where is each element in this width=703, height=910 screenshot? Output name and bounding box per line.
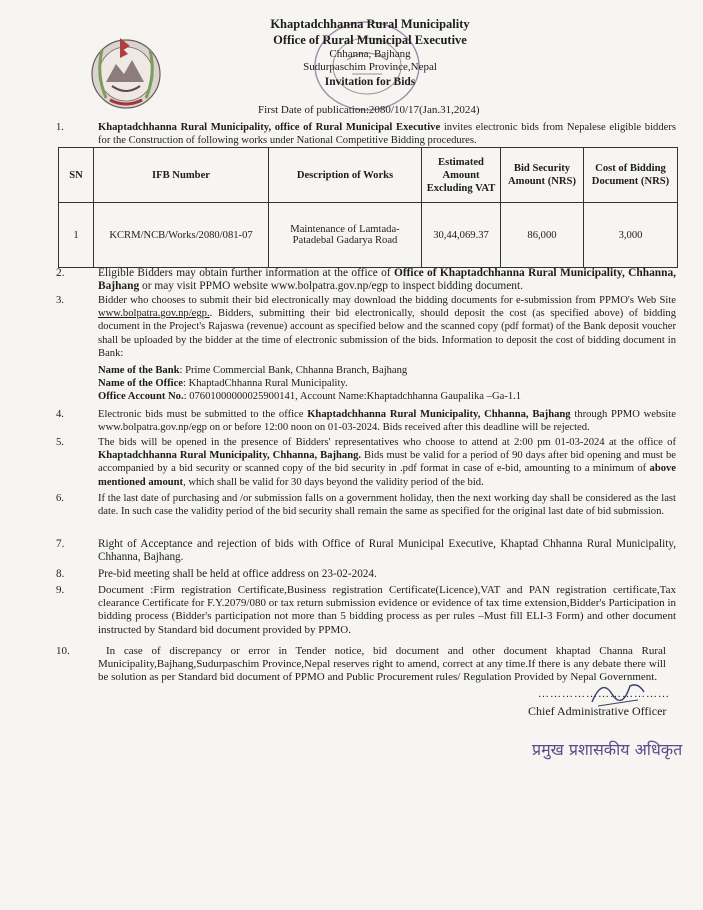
municipality-name: Khaptadchhanna Rural Municipality [270, 17, 470, 31]
paragraph-3: 3. Bidder who chooses to submit their bid electronically may download the bidding documents for e-submission from PPMO's Web Site www.bolpatra.gov.np/egp.. Bidders, submitting their bid electronically, should deposit the cost (as specified above) of bidding document in the Project's Rajaswa (revenue) account as specified below and the scanned copy (pdf format) of the Bank deposit voucher shall be uploaded by the bidder at the time of electronic submission of the bids. Information to deposit the cost of bidding document in Bank: Name of the Bank: Prime Commercial Bank, Chhanna Branch, Bajhang Name of the Office: KhaptadChhanna Rural Municipality. Office Account No.: 07601000000025900141, Account Name:Khaptadchhanna Gaupalika –Ga-1.1 [56, 295, 676, 403]
header-estimated-amount: Estimated Amount Excluding VAT [422, 148, 501, 203]
cell-description: Maintenance of Lamtada-Patadebal Gadarya Road [269, 203, 422, 268]
cell-ifb: KCRM/NCB/Works/2080/081-07 [94, 203, 269, 268]
bid-table [58, 147, 678, 268]
table-row [59, 203, 678, 268]
notice-header [220, 16, 520, 90]
notice-title: Invitation for Bids [324, 76, 416, 88]
cell-sn: 1 [59, 203, 94, 268]
header-cost-document: Cost of Bidding Document (NRS) [584, 148, 678, 203]
cell-security: 86,000 [501, 203, 584, 268]
paragraph-7: 7. Right of Acceptance and rejection of bids with Office of Rural Municipal Executive, Khaptad Chhanna Rural Municipality, Chhanna, Bajhang. [56, 538, 676, 564]
paragraph-6: 6. If the last date of purchasing and /or submission falls on a government holiday, then the next working day shall be considered as the last date. In such case the validity period of the bid security shall remain the same as specified for the original last date of bid submission. [56, 493, 676, 518]
table-header-row [59, 148, 678, 203]
paragraph-5: 5. The bids will be opened in the presence of Bidders' representatives who choose to attend at 2:00 pm 01-03-2024 at the office of Khaptadchhanna Rural Municipality, Chhanna, Bajhang. Bids must be valid for a period of 90 days after bid opening and must be accompanied by a bid security or scanned copy of the bid security in .pdf format in case of e-bid, amounting to a minimum of above mentioned amount, which shall be valid for 30 days beyond the validity period of the bid. [56, 437, 676, 488]
nepal-emblem-icon [84, 30, 168, 114]
paragraph-4: 4. Electronic bids must be submitted to the office Khaptadchhanna Rural Municipality, Chhanna, Bajhang through PPMO website www.bolpatra.gov.np/egp on or before 12:00 noon on 01-03-2024. Bids received after this deadline will be rejected. [56, 409, 676, 434]
paragraph-8: 8. Pre-bid meeting shall be held at office address on 23-02-2024. [56, 568, 377, 580]
bolpatra-link[interactable]: www.bolpatra.gov.np/egp. [98, 308, 210, 320]
header-sn: SN [59, 148, 94, 203]
header-description: Description of Works [269, 148, 422, 203]
province-address: Sudurpaschim Province,Nepal [303, 61, 437, 73]
signatory-title-nepali: प्रमुख प्रशासकीय अधिकृत [532, 740, 683, 759]
office-name: Office of Rural Municipal Executive [273, 33, 467, 47]
paragraph-2: 2. Eligible Bidders may obtain further information at the office of Office of Khaptadchhanna Rural Municipality, Chhanna, Bajhang or may visit PPMO website www.bolpatra.gov.np/egp to inspect bidding document. [56, 267, 676, 293]
paragraph-10: 10. In case of discrepancy or error in Tender notice, bid document and other document khaptad Channa Rural Municipality,Bajhang,Sudurpaschim Province,Nepal reserves right to amend, correct at any time.If there is any debate there will be solution as per Standard bid document of PPMO and Public Procurement rules/ Regulation Provided by Nepal Government. [56, 645, 666, 684]
paragraph-1: 1. Khaptadchhanna Rural Municipality, office of Rural Municipal Executive invites electronic bids from Nepalese eligible bidders for the Construction of following works under National Competitive Bidding procedures. [56, 122, 676, 147]
publication-date: First Date of publication:2080/10/17(Jan.31,2024) [258, 104, 480, 116]
cell-amount: 30,44,069.37 [422, 203, 501, 268]
header-ifb: IFB Number [94, 148, 269, 203]
cell-cost: 3,000 [584, 203, 678, 268]
header-bid-security: Bid Security Amount (NRS) [501, 148, 584, 203]
paragraph-9: 9. Document :Firm registration Certificate,Business registration Certificate(Licence),VAT and PAN registration certificate,Tax clearance Certificate for F.Y.2079/080 or tax return submission evidence or evidence of tax time extension,Bidder's Participation in bidding process (Bidder's participation not more than 5 bidding process as per rules –Must fill ELI-3 Form) and other document instructed by Standard bid document provided by PPMO. [56, 584, 676, 636]
office-address: Chhanna, Bajhang [329, 48, 411, 60]
signatory-title: Chief Administrative Officer [528, 704, 667, 718]
signature-line: …………………………… [538, 688, 670, 700]
